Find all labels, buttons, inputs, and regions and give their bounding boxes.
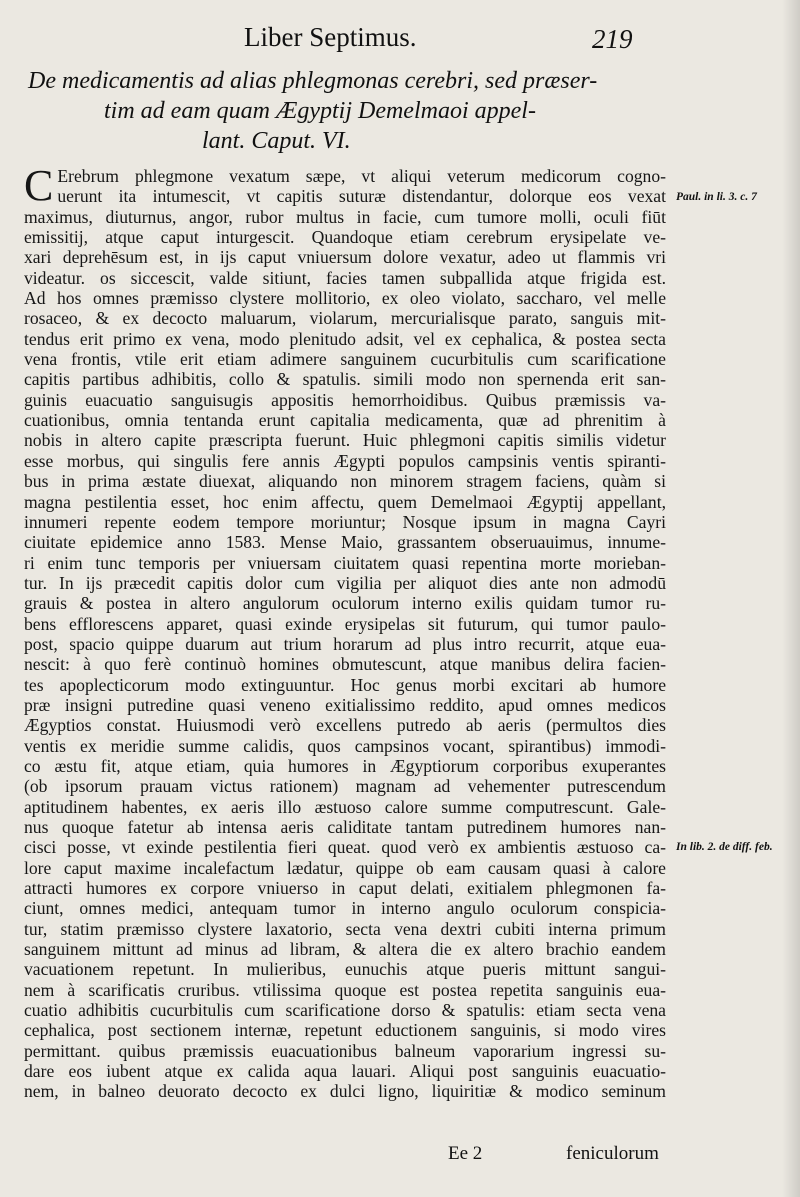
- body-line: magna pestilentia esset, hoc enim affectu, quem Demelmaoi Ægyptij appellant,: [24, 491, 666, 512]
- body-line: dare eos iubent atque ex calida aqua lauari. Aliqui post sanguinis euacuatio-: [24, 1061, 666, 1082]
- body-line: vena frontis, vtile erit etiam adimere sanguinem cucurbitulis cum scarificatione: [24, 349, 666, 370]
- body-line: rosaceo, & ex decocto maluarum, violarum, mercurialisque parato, sanguis mit-: [24, 308, 666, 329]
- body-text: [24, 161, 666, 1102]
- body-line: cephalica, post sectionem internæ, repetunt eductionem sanguinis, si modo vires: [24, 1020, 666, 1041]
- page-number: 219: [592, 24, 633, 54]
- body-line: uerunt ita intumescit, vt capitis suturæ distendantur, dolorque eos vexat: [57, 186, 666, 207]
- body-line: Erebrum phlegmone vexatum sæpe, vt aliqui veterum medicorum cogno-: [57, 166, 666, 186]
- body-line: guinis euacuatio sanguisugis appositis hemorrhoidibus. Quibus præmissis va-: [24, 389, 666, 410]
- body-line: post, spacio quippe duarum aut trium horarum ad plus intro recurrit, atque eua-: [24, 633, 666, 654]
- body-line: ciuitate epidemice anno 1583. Mense Maio, grassantem obseruauimus, innume-: [24, 532, 666, 553]
- chapter-heading: [22, 66, 662, 156]
- margin-note: In lib. 2. de diff. feb.: [676, 841, 773, 853]
- chapter-heading-line: lant. Caput. VI.: [202, 128, 351, 154]
- chapter-heading-line: tim ad eam quam Ægyptij Demelmaoi appel-: [104, 98, 536, 124]
- body-line: co æstu fit, atque etiam, quia humores in Ægyptiorum corporibus exuperantes: [24, 755, 666, 776]
- body-line: videatur. os siccescit, valde sitiunt, facies tamen subpallida atque frigida est.: [24, 267, 666, 288]
- body-line: permittant. quibus præmissis euacuationibus balneum vaporarium ingressi su-: [24, 1040, 666, 1061]
- body-line: nem à scarificatis cruribus. vtilissima quoque est postea repetita sanguinis eua-: [24, 979, 666, 1000]
- body-line: ventis ex meridie summe calidis, quos campsinos vocant, spirantibus) immodi-: [24, 735, 666, 756]
- body-line: vacuationem repetunt. In mulieribus, eunuchis atque pueris mittunt sangui-: [24, 959, 666, 980]
- body-line: tes apoplecticorum modo extinguuntur. Hoc genus morbi excitari ab humore: [24, 674, 666, 695]
- body-line: maximus, diuturnus, angor, rubor multus in facie, cum tumore molli, oculi fiūt: [24, 206, 666, 227]
- margin-note: Paul. in li. 3. c. 7: [676, 191, 757, 203]
- body-line: cuatio adhibitis cucurbitulis cum scarificatione dorso & spatulis: etiam secta vena: [24, 1000, 666, 1021]
- body-line: ciunt, omnes medici, antequam tumor in interno angulo oculorum conspicia-: [24, 898, 666, 919]
- body-line: ri enim tunc temporis per vniuersam ciuitatem quasi repentina morte morieban-: [24, 552, 666, 573]
- body-line: innumeri repente eodem tempore moriuntur; Nosque ipsum in magna Cayri: [24, 511, 666, 532]
- drop-cap: C: [24, 161, 54, 210]
- body-line: grauis & postea in altero angulorum oculorum interno exilis quidam tumor ru-: [24, 593, 666, 614]
- body-line: tur. In ijs præcedit capitis dolor cum vigilia per aliquot dies ante non admodū: [24, 572, 666, 593]
- body-line: xari deprehēsum est, in ijs caput vniuersum dolore vexatur, adeo ut flammis vri: [24, 247, 666, 268]
- body-line: Ægyptios constat. Huiusmodi verò excellens putredo ab aeris (permultos dies: [24, 715, 666, 736]
- body-line: nobis in altero capite præscripta fuerunt. Huic phlegmoni capitis similis videtur: [24, 430, 666, 451]
- signature-mark: Ee 2: [448, 1143, 483, 1164]
- running-head: [0, 18, 800, 58]
- body-line: nem, in balneo deuorato decocto ex dulci ligno, liquiritiæ & modico seminum: [24, 1081, 666, 1102]
- body-line: tendus erit primo ex vena, modo plenitudo adsit, vel ex cephalica, & postea secta: [24, 328, 666, 349]
- body-line: bens efflorescens apparet, quasi exinde erysipelas sit futurum, qui tumor paulo-: [24, 613, 666, 634]
- body-line: præ insigni putredine quasi veneno exitialissimo reddito, apud omnes medicos: [24, 694, 666, 715]
- body-line: nescit: à quo ferè continuò homines obmutescunt, atque manibus delira facien-: [24, 654, 666, 675]
- body-line: cisci posse, vt exinde pestilentia fieri queat. quod verò ex ambientis æstuoso ca-: [24, 837, 666, 858]
- body-line: esse morbus, qui singulis fere annis Ægypti populos campsinis ventis spiranti-: [24, 450, 666, 471]
- catchword: feniculorum: [566, 1143, 659, 1164]
- page-footer: [0, 1143, 800, 1173]
- body-line: cuationibus, omnia tentanda erunt capitalia medicamenta, quæ ad phrenitim à: [24, 410, 666, 431]
- body-line: tur, statim præmisso clystere laxatorio, secta vena dextri cubiti interna primum: [24, 918, 666, 939]
- body-line: aptitudinem habentes, ex aeris illo æstuoso calore summe computrescunt. Gale-: [24, 796, 666, 817]
- chapter-heading-line: De medicamentis ad alias phlegmonas cerebri, sed præser-: [28, 68, 598, 94]
- page-edge-shadow: [782, 0, 800, 1197]
- running-title: Liber Septimus.: [244, 22, 417, 52]
- body-line: Ad hos omnes præmisso clystere mollitorio, ex oleo violato, saccharo, vel melle: [24, 288, 666, 309]
- body-line: bus in prima æstate diuexat, aliquando non minorem stragem faciens, quàm si: [24, 471, 666, 492]
- body-line: nus quoque fatetur ab intensa aeris caliditate tantam putredinem humores nan-: [24, 817, 666, 837]
- body-line: (ob ipsorum prauam victus rationem) magnam ad vehementer putrescendum: [24, 776, 666, 797]
- body-line: attracti humores ex corpore vniuerso in caput delati, exitialem phlegmonen fa-: [24, 878, 666, 899]
- body-line: sanguinem mittunt ad minus ad libram, & altera die ex altero brachio eandem: [24, 939, 666, 960]
- body-line: emissitij, atque caput inturgescit. Quandoque etiam cerebrum erysipelate ve-: [24, 227, 666, 248]
- body-line: lore caput maxime incalefactum lædatur, quippe ob eam causam quasi à calore: [24, 857, 666, 878]
- body-line: capitis partibus adhibitis, collo & spatulis. simili modo non spernenda erit san-: [24, 369, 666, 390]
